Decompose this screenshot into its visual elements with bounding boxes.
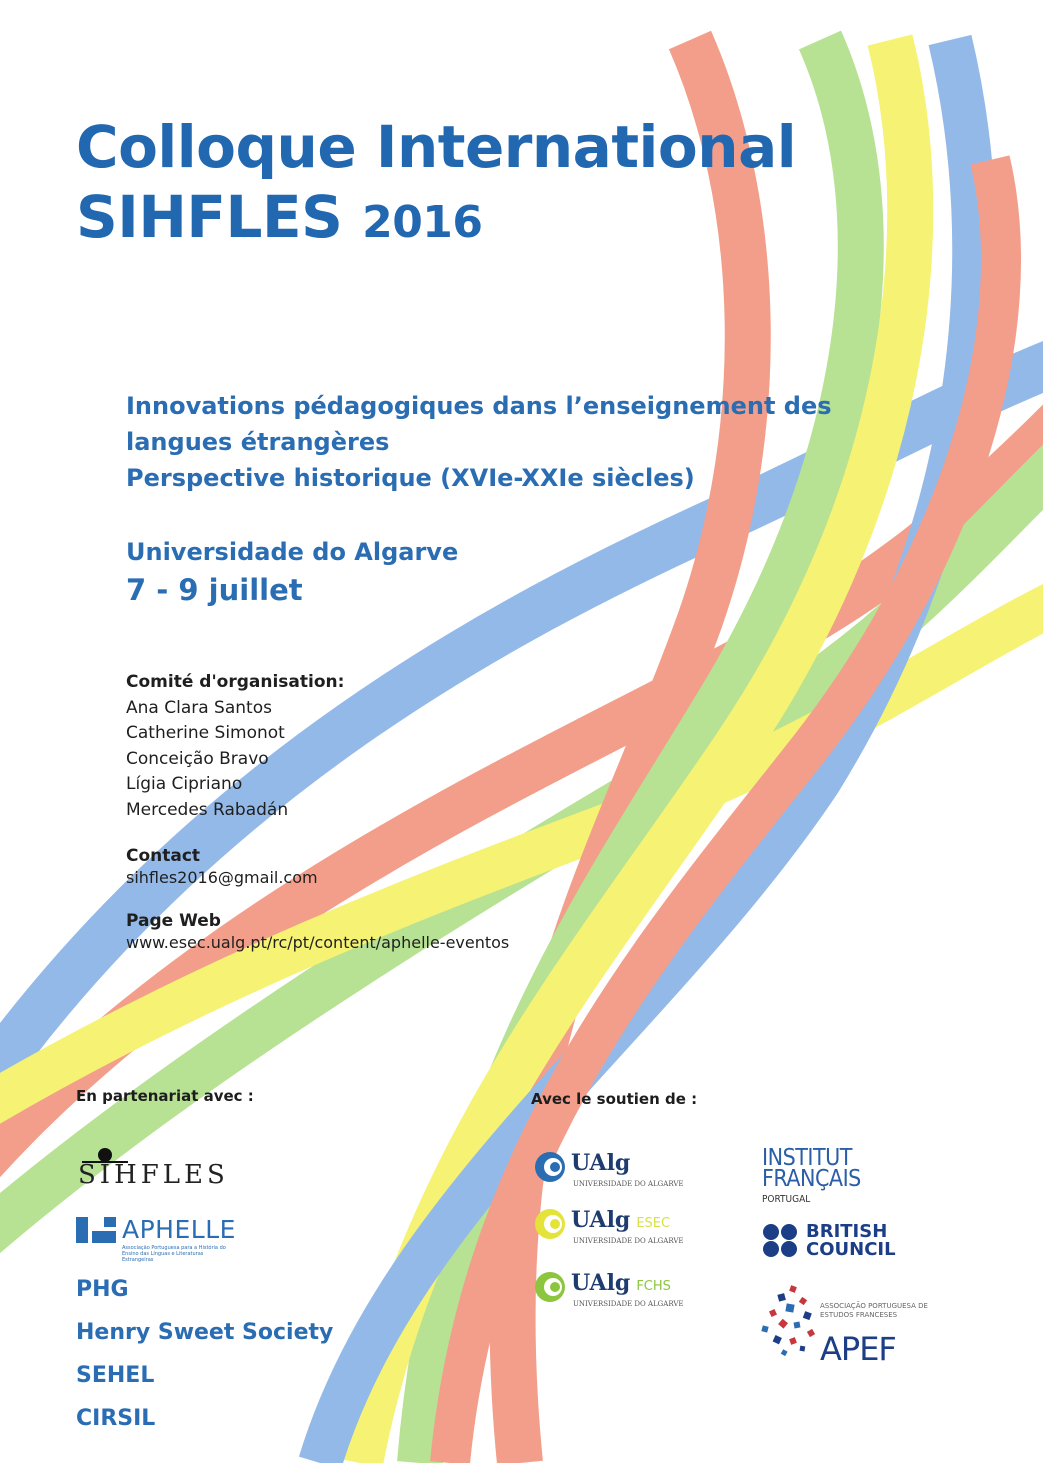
venue-dates: 7 - 9 juillet: [126, 573, 303, 607]
ualg-esec-suffix: ESEC: [636, 1216, 671, 1231]
ualg-name: UAlg: [571, 1150, 631, 1176]
support-label: Avec le soutien de :: [531, 1090, 698, 1108]
committee-member: Catherine Simonot: [126, 723, 285, 744]
apef-small-text: ASSOCIAÇÃO PORTUGUESA DE ESTUDOS FRANCESES: [820, 1302, 928, 1319]
institut-line2: FRANÇAIS: [762, 1166, 861, 1192]
subtitle: [126, 388, 832, 496]
subtitle-line3: Perspective historique (XVIe-XXIe siècles): [126, 464, 695, 492]
apef-logo-mark: [760, 1280, 824, 1364]
subtitle-line2: langues étrangères: [126, 428, 390, 456]
ualg-fchs-suffix: FCHS: [636, 1279, 671, 1294]
subtitle-line1: Innovations pédagogiques dans l’enseignement des: [126, 392, 832, 420]
committee-member: Mercedes Rabadán: [126, 799, 289, 820]
title-line1: Colloque International: [76, 113, 797, 181]
partner-item: PHG: [76, 1277, 129, 1302]
institut-line1: INSTITUT: [762, 1145, 852, 1171]
web-label: Page Web: [126, 911, 221, 931]
poster-title: [76, 112, 796, 258]
ualg-esec-sub: UNIVERSIDADE DO ALGARVE: [573, 1237, 684, 1245]
ualg-logo-mark: [533, 1150, 567, 1184]
ualg-esec-logo-mark: [533, 1207, 567, 1241]
british-council-logo-mark: [762, 1223, 802, 1259]
contact-label: Contact: [126, 846, 201, 866]
apef-text: APEF: [820, 1330, 896, 1368]
venue-university: Universidade do Algarve: [126, 538, 459, 566]
partner-item: Henry Sweet Society: [76, 1320, 334, 1345]
web-block: [126, 911, 509, 953]
title-year: 2016: [362, 197, 483, 248]
sihfles-logo: [76, 1146, 229, 1194]
contact-block: [126, 846, 318, 888]
contact-email[interactable]: sihfles2016@gmail.com: [126, 868, 318, 887]
committee-member: Lígia Cipriano: [126, 774, 243, 795]
sihfles-logo-text: SIHFLES: [78, 1160, 229, 1190]
partnership-label: En partenariat avec :: [76, 1087, 254, 1105]
ualg-fchs-name: UAlg FCHS: [571, 1270, 671, 1296]
web-url[interactable]: www.esec.ualg.pt/rc/pt/content/aphelle-eventos: [126, 933, 510, 952]
ualg-esec-name: UAlg ESEC: [571, 1207, 671, 1233]
aphelle-logo-mark: [76, 1217, 120, 1251]
ualg-fchs-logo-mark: [533, 1270, 567, 1304]
british-council-text: BRITISH COUNCIL: [806, 1221, 896, 1260]
institut-country: PORTUGAL: [762, 1194, 811, 1205]
committee-member: Conceição Bravo: [126, 748, 269, 769]
partner-item: CIRSIL: [76, 1406, 156, 1431]
partners-list: [76, 1268, 333, 1440]
partner-item: SEHEL: [76, 1363, 155, 1388]
organizing-committee: [126, 670, 344, 824]
venue-block: [126, 535, 458, 611]
ualg-sub: UNIVERSIDADE DO ALGARVE: [573, 1180, 684, 1188]
committee-label: Comité d'organisation:: [126, 672, 345, 692]
ualg-fchs-sub: UNIVERSIDADE DO ALGARVE: [573, 1300, 684, 1308]
aphelle-logo-small: Associação Portuguesa para a História do Ensino das Línguas e Literaturas Estrangeiras: [122, 1245, 226, 1263]
committee-member: Ana Clara Santos: [126, 697, 272, 718]
institut-francais-logo: [762, 1145, 861, 1205]
title-word: SIHFLES: [76, 183, 343, 251]
aphelle-logo-text: APHELLE: [122, 1215, 236, 1244]
